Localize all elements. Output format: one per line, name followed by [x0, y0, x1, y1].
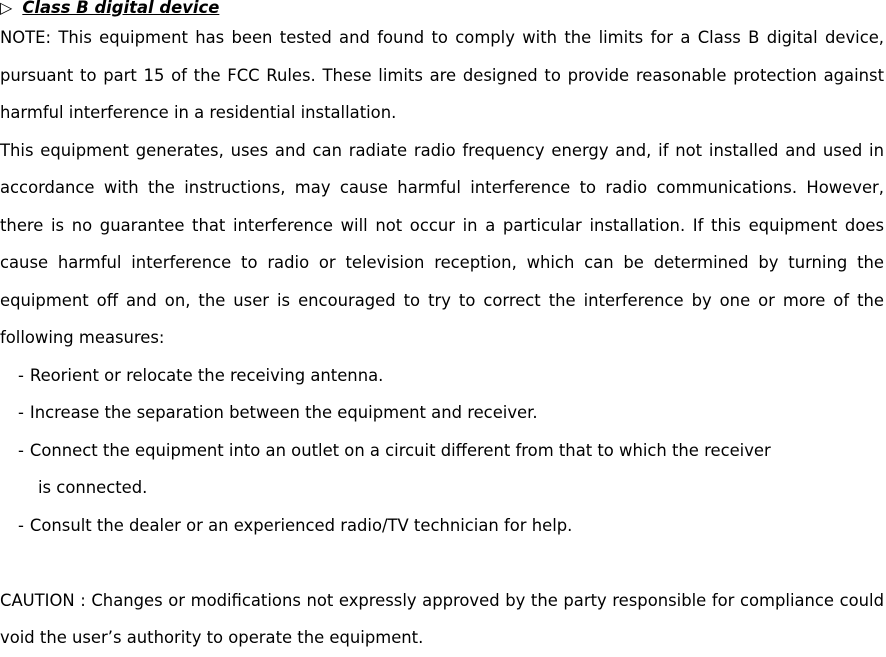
measure-text: Consult the dealer or an experienced radio/TV technician for help.: [29, 515, 573, 535]
measure-text: Connect the equipment into an outlet on a circuit different from that to which the receiver: [29, 440, 771, 460]
list-dash: -: [18, 365, 24, 385]
list-dash: -: [18, 440, 24, 460]
measure-text: Reorient or relocate the receiving antenna.: [29, 365, 384, 385]
fcc-note-paragraph: NOTE: This equipment has been tested and found to comply with the limits for a Class B digital device, pursuant to part 15 of the FCC Rules. These limits are designed to provide reasonable protection against harmful interference in a residential installation.: [0, 28, 884, 122]
measure-item-outlet: [0, 432, 884, 507]
list-dash: -: [18, 403, 24, 422]
measure-text: Increase the separation between the equipment and receiver.: [29, 403, 538, 422]
triangle-bullet-icon: ▷: [0, 0, 13, 17]
section-heading: [0, 0, 884, 17]
measure-text-continuation: is connected.: [38, 478, 148, 497]
blank-line: [0, 544, 884, 582]
section-title: Class B digital device: [22, 0, 220, 17]
measures-list: [0, 357, 884, 545]
measure-item-consult: [0, 507, 884, 545]
interference-paragraph: This equipment generates, uses and can radiate radio frequency energy and, if not installed and used in accordance with the instructions, may cause harmful interference to radio communications. However, there is no guarantee that interference will not occur in a particular installation. If this equipment does cause harmful interference to radio or television reception, which can be determined by turning the equipment off and on, the user is encouraged to try to correct the interference by one or more of the following measures:: [0, 140, 884, 347]
measure-item-separation: [0, 394, 884, 432]
measure-item-reorient: [0, 357, 884, 395]
caution-paragraph: CAUTION : Changes or modifications not expressly approved by the party responsible for compliance could void the user’s authority to operate the equipment.: [0, 590, 884, 647]
list-dash: -: [18, 515, 24, 535]
